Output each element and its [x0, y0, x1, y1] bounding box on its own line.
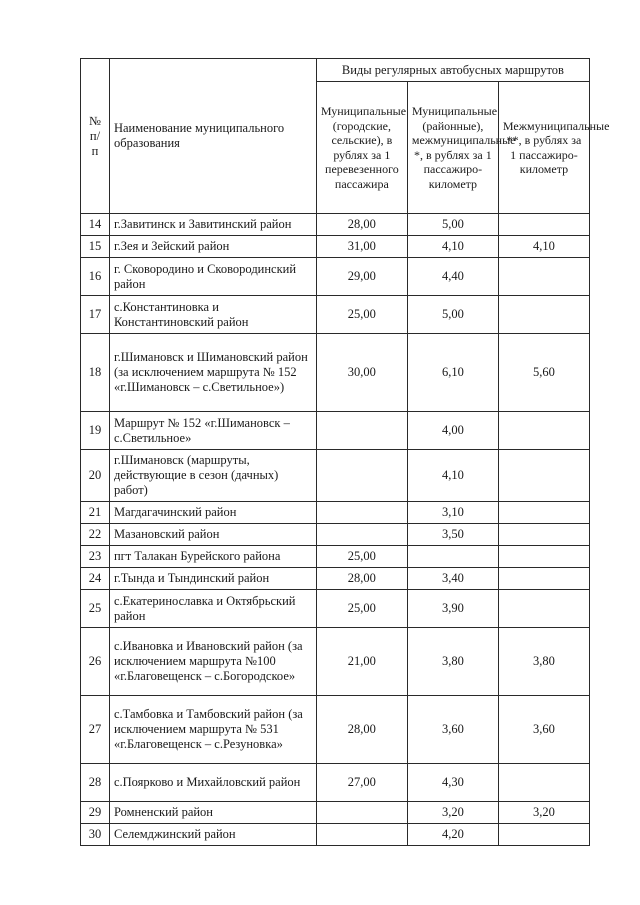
row-intermunicipal-value [498, 764, 589, 802]
row-intermunicipal-value: 3,80 [498, 628, 589, 696]
table-row [81, 696, 590, 764]
table-row [81, 824, 590, 846]
row-number: 22 [81, 524, 110, 546]
header-intermunicipal-district: Муниципальные (районные), межмуниципальные *, в рублях за 1 пассажиро-километр [407, 82, 498, 214]
row-municipal-value: 25,00 [316, 590, 407, 628]
table-row [81, 524, 590, 546]
row-intermunicipal-district-value: 4,20 [407, 824, 498, 846]
row-number: 21 [81, 502, 110, 524]
row-intermunicipal-district-value: 4,30 [407, 764, 498, 802]
row-number: 17 [81, 296, 110, 334]
row-intermunicipal-district-value: 3,10 [407, 502, 498, 524]
row-name: г. Сковородино и Сковородинский район [109, 258, 316, 296]
row-name: г.Тында и Тындинский район [109, 568, 316, 590]
row-municipal-value [316, 450, 407, 502]
row-number: 25 [81, 590, 110, 628]
table-row [81, 802, 590, 824]
row-number: 28 [81, 764, 110, 802]
row-intermunicipal-value [498, 450, 589, 502]
row-municipal-value: 25,00 [316, 546, 407, 568]
row-name: с.Ивановка и Ивановский район (за исключением маршрута №100 «г.Благовещенск – с.Богородское» [109, 628, 316, 696]
table-row [81, 334, 590, 412]
table-row [81, 236, 590, 258]
table-row [81, 502, 590, 524]
row-intermunicipal-value [498, 568, 589, 590]
row-number: 14 [81, 214, 110, 236]
row-intermunicipal-district-value: 4,10 [407, 236, 498, 258]
row-intermunicipal-district-value: 4,10 [407, 450, 498, 502]
row-municipal-value [316, 524, 407, 546]
row-name: Магдагачинский район [109, 502, 316, 524]
header-num: № п/ п [81, 59, 110, 214]
header-intermunicipal: Межмуниципальные **, в рублях за 1 пассажиро-километр [498, 82, 589, 214]
table-row [81, 296, 590, 334]
row-intermunicipal-value [498, 214, 589, 236]
row-municipal-value: 28,00 [316, 696, 407, 764]
row-intermunicipal-district-value: 6,10 [407, 334, 498, 412]
row-intermunicipal-value: 3,20 [498, 802, 589, 824]
row-name: г.Завитинск и Завитинский район [109, 214, 316, 236]
header-municipal: Муниципальные (городские, сельские), в рублях за 1 перевезенного пассажира [316, 82, 407, 214]
row-municipal-value [316, 824, 407, 846]
row-intermunicipal-value [498, 258, 589, 296]
row-name: пгт Талакан Бурейского района [109, 546, 316, 568]
row-number: 23 [81, 546, 110, 568]
row-name: с.Екатеринославка и Октябрьский район [109, 590, 316, 628]
row-municipal-value: 21,00 [316, 628, 407, 696]
row-name: Селемджинский район [109, 824, 316, 846]
table-row [81, 258, 590, 296]
row-municipal-value [316, 502, 407, 524]
table-row [81, 214, 590, 236]
row-intermunicipal-value: 5,60 [498, 334, 589, 412]
row-name: г.Шимановск и Шимановский район (за исключением маршрута № 152 «г.Шимановск – с.Светильное») [109, 334, 316, 412]
row-intermunicipal-district-value: 4,00 [407, 412, 498, 450]
row-intermunicipal-value [498, 824, 589, 846]
header-row-top [81, 59, 590, 82]
row-municipal-value: 25,00 [316, 296, 407, 334]
row-intermunicipal-value [498, 296, 589, 334]
table-row [81, 568, 590, 590]
row-name: г.Шимановск (маршруты, действующие в сезон (дачных) работ) [109, 450, 316, 502]
row-intermunicipal-district-value: 3,60 [407, 696, 498, 764]
row-number: 19 [81, 412, 110, 450]
row-intermunicipal-district-value: 3,20 [407, 802, 498, 824]
row-number: 15 [81, 236, 110, 258]
row-number: 16 [81, 258, 110, 296]
row-intermunicipal-value: 3,60 [498, 696, 589, 764]
header-name: Наименование муниципального образования [109, 59, 316, 214]
row-municipal-value: 28,00 [316, 568, 407, 590]
table-row [81, 590, 590, 628]
row-number: 20 [81, 450, 110, 502]
row-intermunicipal-district-value [407, 546, 498, 568]
row-municipal-value [316, 802, 407, 824]
row-municipal-value [316, 412, 407, 450]
row-municipal-value: 27,00 [316, 764, 407, 802]
row-name: с.Тамбовка и Тамбовский район (за исключением маршрута № 531 «г.Благовещенск – с.Резуновка» [109, 696, 316, 764]
row-municipal-value: 28,00 [316, 214, 407, 236]
row-number: 24 [81, 568, 110, 590]
row-intermunicipal-value [498, 502, 589, 524]
row-municipal-value: 29,00 [316, 258, 407, 296]
row-intermunicipal-district-value: 5,00 [407, 214, 498, 236]
row-name: г.Зея и Зейский район [109, 236, 316, 258]
row-intermunicipal-value: 4,10 [498, 236, 589, 258]
row-intermunicipal-value [498, 412, 589, 450]
table-row [81, 764, 590, 802]
row-number: 30 [81, 824, 110, 846]
row-intermunicipal-district-value: 3,80 [407, 628, 498, 696]
row-name: с.Поярково и Михайловский район [109, 764, 316, 802]
table-row [81, 628, 590, 696]
row-municipal-value: 30,00 [316, 334, 407, 412]
table-row [81, 450, 590, 502]
row-name: Ромненский район [109, 802, 316, 824]
row-intermunicipal-district-value: 4,40 [407, 258, 498, 296]
tariff-table [80, 58, 610, 846]
row-name: Маршрут № 152 «г.Шимановск – с.Светильное» [109, 412, 316, 450]
row-intermunicipal-district-value: 3,50 [407, 524, 498, 546]
row-number: 26 [81, 628, 110, 696]
table-row [81, 412, 590, 450]
row-intermunicipal-district-value: 3,90 [407, 590, 498, 628]
row-name: Мазановский район [109, 524, 316, 546]
row-intermunicipal-district-value: 5,00 [407, 296, 498, 334]
row-name: с.Константиновка и Константиновский район [109, 296, 316, 334]
row-intermunicipal-district-value: 3,40 [407, 568, 498, 590]
header-group: Виды регулярных автобусных маршрутов [316, 59, 589, 82]
row-municipal-value: 31,00 [316, 236, 407, 258]
row-intermunicipal-value [498, 524, 589, 546]
row-number: 27 [81, 696, 110, 764]
row-number: 18 [81, 334, 110, 412]
row-intermunicipal-value [498, 590, 589, 628]
row-intermunicipal-value [498, 546, 589, 568]
row-number: 29 [81, 802, 110, 824]
table-row [81, 546, 590, 568]
